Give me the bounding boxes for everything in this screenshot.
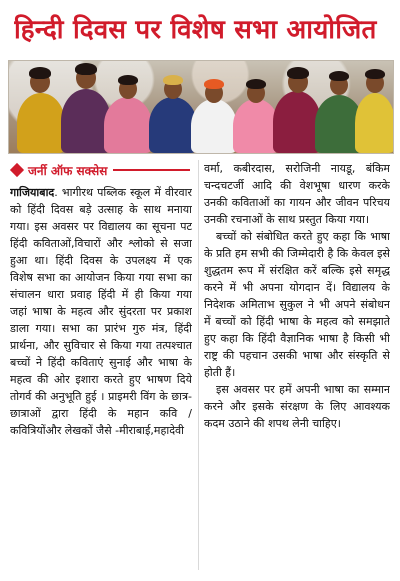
- photo-figure: [104, 97, 152, 153]
- photo-figure: [17, 93, 65, 153]
- photo-figure-hair: [329, 71, 349, 81]
- byline-rule: [113, 169, 190, 171]
- photo-figure-turban: [204, 79, 224, 89]
- article-left-column: [10, 184, 192, 576]
- photo-figure-hair: [29, 67, 51, 79]
- photo-figure: [191, 99, 237, 153]
- byline-label: जर्नी ऑफ सक्सेस: [28, 163, 108, 178]
- photo-figure-hair: [118, 75, 138, 85]
- photo-figure-turban: [163, 75, 183, 85]
- photo-figure-hair: [75, 63, 97, 75]
- photo-figure: [149, 97, 197, 153]
- article-right-column: [204, 160, 390, 576]
- article-paragraph: बच्चों को संबोधित करते हुए कहा कि भाषा के प्रति हम सभी की जिम्मेदारी है कि केवल इसे शुद्धतम रूप में संरक्षित करें बल्कि इसे समृद्ध करने में भी अपना योगदान दें। विद्यालय के निदेशक अमिताभ सुकुल ने भी अपने संबोधन में बच्चों को हिंदी भाषा के महत्व को समझाते हुए कहा कि हिंदी वैज्ञानिक भाषा है किसी भी राष्ट्र की पहचान उसकी भाषा और संस्कृति से होती हैं।: [204, 230, 390, 379]
- article-paragraph: [10, 184, 192, 439]
- headline: हिन्दी दिवस पर विशेष सभा आयोजित: [14, 15, 377, 45]
- group-photo: [8, 60, 394, 154]
- photo-figure-hair: [365, 69, 385, 79]
- photo-figure-hair: [287, 67, 309, 79]
- byline: [10, 158, 190, 182]
- dateline: गाजियाबाद: [10, 186, 55, 199]
- article-paragraph: वर्मा, कबीरदास, सरोजिनी नायडू, बंकिम चन्दचटर्जी आदि की वेशभूषा धारण करके उनकी कविताओं का गायन और जीवन परिचय उनकी रचनाओं के साथ प्रस्तुत किया गया।: [204, 162, 390, 226]
- photo-figure-hair: [246, 79, 266, 89]
- photo-figure: [355, 93, 394, 153]
- photo-figure: [273, 91, 321, 153]
- column-divider: [198, 160, 199, 570]
- article-paragraph: इस अवसर पर हमें अपनी भाषा का सम्मान करने और इसके संरक्षण के लिए आवश्यक कदम उठाने की शपथ लेनी चाहिए।: [204, 383, 390, 430]
- article-text: . भागीरथ पब्लिक स्कूल में वीरवार को हिंदी दिवस बड़े उत्साह के साथ मनाया गया। इस अवसर पर विद्यालय का सूचना पट हिंदी कविताओं,विचारों और श्लोको से सजा हुआ था। हिंदी दिवस के उपलक्ष्य में एक विशेष सभा का आयोजन किया गया सभा का संचालन धारा प्रवाह हिंदी में ही किया गया जहां भाषा के महत्व और सुंदरता पर प्रकाश डाला गया। सभा का प्रारंभ गुरु मंत्र, हिंदी प्रार्थना, और सुविचार से किया गया तत्पश्चात बच्चों ने हिंदी कविताएं सुनाई और भाषा के महत्व की ओर इशारा करते हुए भाषण दिये तोगर्व की अनुभूति हुई । प्राइमरी विंग के छात्र-छात्राओं द्वारा हिंदी के महान कवि /कवित्रियोंऔर लेखकों जैसे -मीराबाई,महादेवी: [10, 186, 192, 437]
- byline-diamond-icon: [10, 163, 24, 177]
